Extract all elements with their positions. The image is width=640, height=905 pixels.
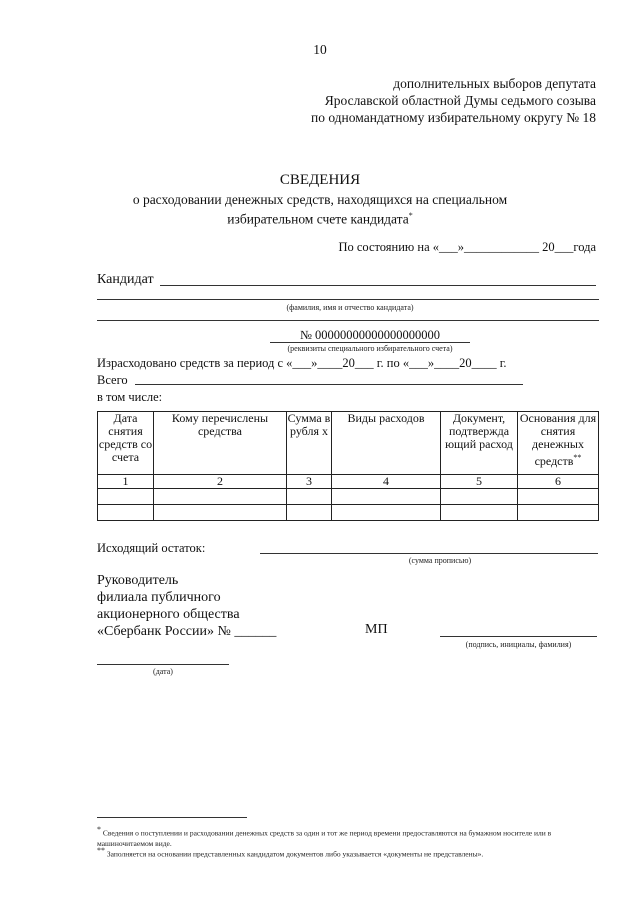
table-cell[interactable] (98, 505, 154, 521)
header-cell-document: Документ, подтвержда ющий расход (441, 412, 518, 475)
total-label: Всего (97, 373, 128, 387)
header-cell-grounds-text: Основания для снятия денежных средств (519, 411, 597, 468)
header-line-1: дополнительных выборов депутата (393, 76, 596, 91)
table-row[interactable] (98, 505, 599, 521)
as-of-date[interactable]: По состоянию на «___»____________ 20___года (338, 240, 596, 254)
table-cell[interactable] (98, 489, 154, 505)
table-row[interactable] (98, 489, 599, 505)
subtitle-footnote-mark: * (408, 211, 413, 220)
stamp-label: МП (365, 622, 388, 637)
column-number: 2 (154, 475, 287, 489)
table-cell[interactable] (332, 505, 441, 521)
candidate-field-line[interactable] (160, 285, 596, 286)
balance-caption: (сумма прописью) (408, 556, 472, 565)
footnote-2-mark: ** (97, 846, 105, 855)
signer-line-1: Руководитель (97, 573, 179, 588)
total-field-line[interactable] (135, 384, 523, 385)
candidate-label: Кандидат (97, 272, 154, 287)
signer-line-4: «Сбербанк России» № ______ (97, 624, 277, 639)
header-cell-amount: Сумма в рубля х (287, 412, 332, 475)
page-number: 10 (313, 42, 327, 57)
table-cell[interactable] (518, 505, 599, 521)
table-cell[interactable] (441, 489, 518, 505)
footnote-1 (97, 825, 602, 849)
footnote-separator (97, 817, 247, 818)
balance-label: Исходящий остаток: (97, 541, 206, 555)
table-cell[interactable] (332, 489, 441, 505)
signer-line-3: акционерного общества (97, 607, 240, 622)
footnote-2-text: Заполняется на основании представленных кандидатом документов либо указывается «документы не представлены». (106, 849, 484, 859)
header-cell-recipient: Кому перечислены средства (154, 412, 287, 475)
account-underline (270, 342, 470, 343)
document-subtitle-1: о расходовании денежных средств, находящихся на специальном (132, 192, 508, 207)
signature-caption: (подпись, инициалы, фамилия) (465, 640, 572, 649)
table-cell[interactable] (287, 489, 332, 505)
date-line[interactable] (97, 664, 229, 665)
signature-line[interactable] (440, 636, 597, 637)
table-cell[interactable] (154, 505, 287, 521)
header-cell-grounds (518, 412, 599, 475)
balance-field-line[interactable] (260, 553, 598, 554)
spent-period-line[interactable]: Израсходовано средств за период с «___»____20___ г. по «___»____20____ г. (97, 356, 507, 370)
table-cell[interactable] (287, 505, 332, 521)
date-caption: (дата) (153, 667, 173, 676)
candidate-caption: (фамилия, имя и отчество кандидата) (286, 303, 414, 312)
table-number-row (98, 475, 599, 489)
table-cell[interactable] (441, 505, 518, 521)
document-title: СВЕДЕНИЯ (279, 172, 361, 188)
table-cell[interactable] (154, 489, 287, 505)
candidate-field-line-3[interactable] (97, 320, 599, 321)
column-number: 6 (518, 475, 599, 489)
footnote-1-text: Сведения о поступлении и расходовании денежных средств за один и тот же период времени предоставляются на бумажном носителе или в машиночитаемом виде. (97, 828, 552, 848)
account-caption: (реквизиты специального избирательного счета) (287, 344, 453, 353)
including-label: в том числе: (97, 390, 163, 404)
candidate-field-line-2[interactable] (97, 299, 599, 300)
table-header-row (98, 412, 599, 475)
footnote-2 (97, 846, 602, 860)
table-cell[interactable] (518, 489, 599, 505)
expenses-table (97, 411, 599, 521)
column-number: 3 (287, 475, 332, 489)
account-number: № 00000000000000000000 (299, 328, 441, 342)
signer-block (97, 572, 276, 640)
header-line-2: Ярославской областной Думы седьмого созыва (324, 93, 596, 108)
document-subtitle-2 (0, 208, 640, 228)
column-number: 1 (98, 475, 154, 489)
signer-line-2: филиала публичного (97, 590, 221, 605)
header-cell-date: Дата снятия средств со счета (98, 412, 154, 475)
column-number: 4 (332, 475, 441, 489)
footnote-1-mark: * (97, 825, 101, 834)
subtitle-text: избирательном счете кандидата (227, 211, 409, 227)
header-cell-type: Виды расходов (332, 412, 441, 475)
grounds-footnote-mark: ** (573, 453, 582, 462)
header-line-3: по одномандатному избирательному округу № 18 (310, 110, 596, 125)
column-number: 5 (441, 475, 518, 489)
